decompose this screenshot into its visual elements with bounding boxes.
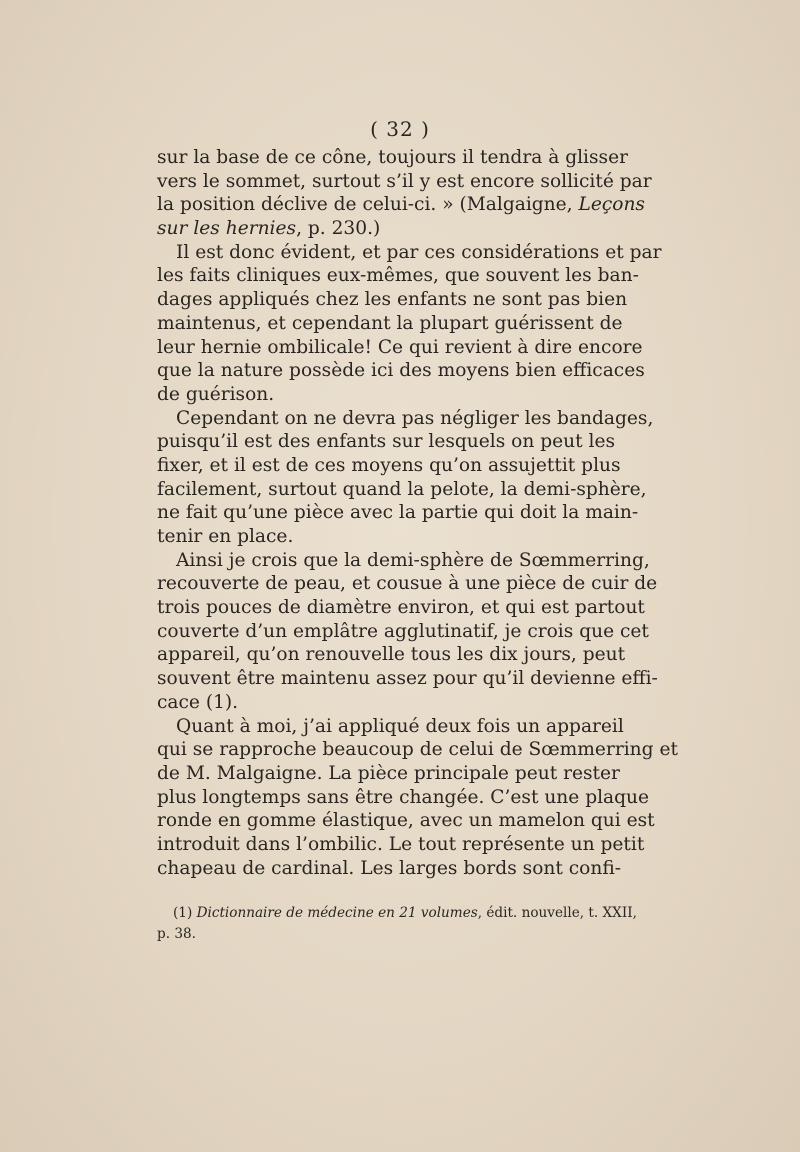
text-line: plus longtemps sans être changée. C’est une plaque	[157, 786, 650, 808]
text-line: fixer, et il est de ces moyens qu’on assujettit plus	[157, 454, 621, 476]
footnote-edition: , édit. nouvelle, t. XXII,	[477, 905, 637, 921]
text-line: puisqu’il est des enfants sur lesquels on peut les	[157, 431, 616, 453]
text-line: sur la base de ce cône, toujours il tendra à glisser	[157, 147, 628, 168]
text-line: maintenus, et cependant la plupart guérissent de	[157, 312, 623, 334]
footnote-marker: (1)	[173, 905, 193, 921]
text-line: trois pouces de diamètre environ, et qui est partout	[157, 597, 645, 619]
text-line: facilement, surtout quand la pelote, la demi-sphère,	[157, 478, 647, 500]
text-line: dages appliqués chez les enfants ne sont pas bien	[157, 289, 628, 311]
text-line: souvent être maintenu assez pour qu’il devienne effi-	[157, 668, 658, 690]
text-line: cace (1).	[157, 691, 239, 713]
text-line: appareil, qu’on renouvelle tous les dix jours, peut	[157, 644, 626, 666]
text-line: la position déclive de celui-ci. » (Malgaigne, Leçons	[157, 194, 645, 216]
text-line: chapeau de cardinal. Les larges bords sont confi-	[157, 857, 622, 879]
footnote-line	[173, 903, 637, 924]
text-line: de guérison.	[157, 383, 275, 405]
text-line: que la nature possède ici des moyens bien efficaces	[157, 360, 645, 382]
text-line: leur hernie ombilicale! Ce qui revient à dire encore	[157, 336, 643, 358]
text-line: ne fait qu’une pièce avec la partie qui doit la main-	[157, 502, 639, 524]
text-line: Ainsi je crois que la demi-sphère de Sœmmerring,	[176, 549, 650, 571]
text-line: ronde en gomme élastique, avec un mamelon qui est	[157, 810, 655, 832]
footnotes	[157, 903, 637, 945]
text-line: qui se rapproche beaucoup de celui de Sœmmerring et	[157, 739, 678, 761]
text-line: tenir en place.	[157, 526, 294, 547]
footnote-title: Dictionnaire de médecine en 21 volumes	[196, 905, 478, 921]
text-line: Il est donc évident, et par ces considérations et par	[176, 241, 662, 263]
text-line: introduit dans l’ombilic. Le tout représente un petit	[157, 833, 645, 855]
text-line: Cependant on ne devra pas négliger les bandages,	[176, 407, 654, 429]
text-line: Quant à moi, j’ai appliqué deux fois un appareil	[176, 715, 624, 737]
text-line: les faits cliniques eux-mêmes, que souvent les ban-	[157, 265, 639, 287]
text-line: de M. Malgaigne. La pièce principale peut rester	[157, 762, 620, 784]
page-number: ( 32 )	[370, 117, 430, 141]
text-line: recouverte de peau, et cousue à une pièce de cuir de	[157, 573, 658, 595]
text-line: couverte d’un emplâtre agglutinatif, je crois que cet	[157, 620, 649, 642]
footnote-continuation: p. 38.	[157, 926, 196, 942]
body-text	[157, 146, 678, 880]
text-line: vers le sommet, surtout s’il y est encore sollicité par	[157, 170, 652, 192]
text-line: sur les hernies, p. 230.)	[157, 218, 381, 240]
